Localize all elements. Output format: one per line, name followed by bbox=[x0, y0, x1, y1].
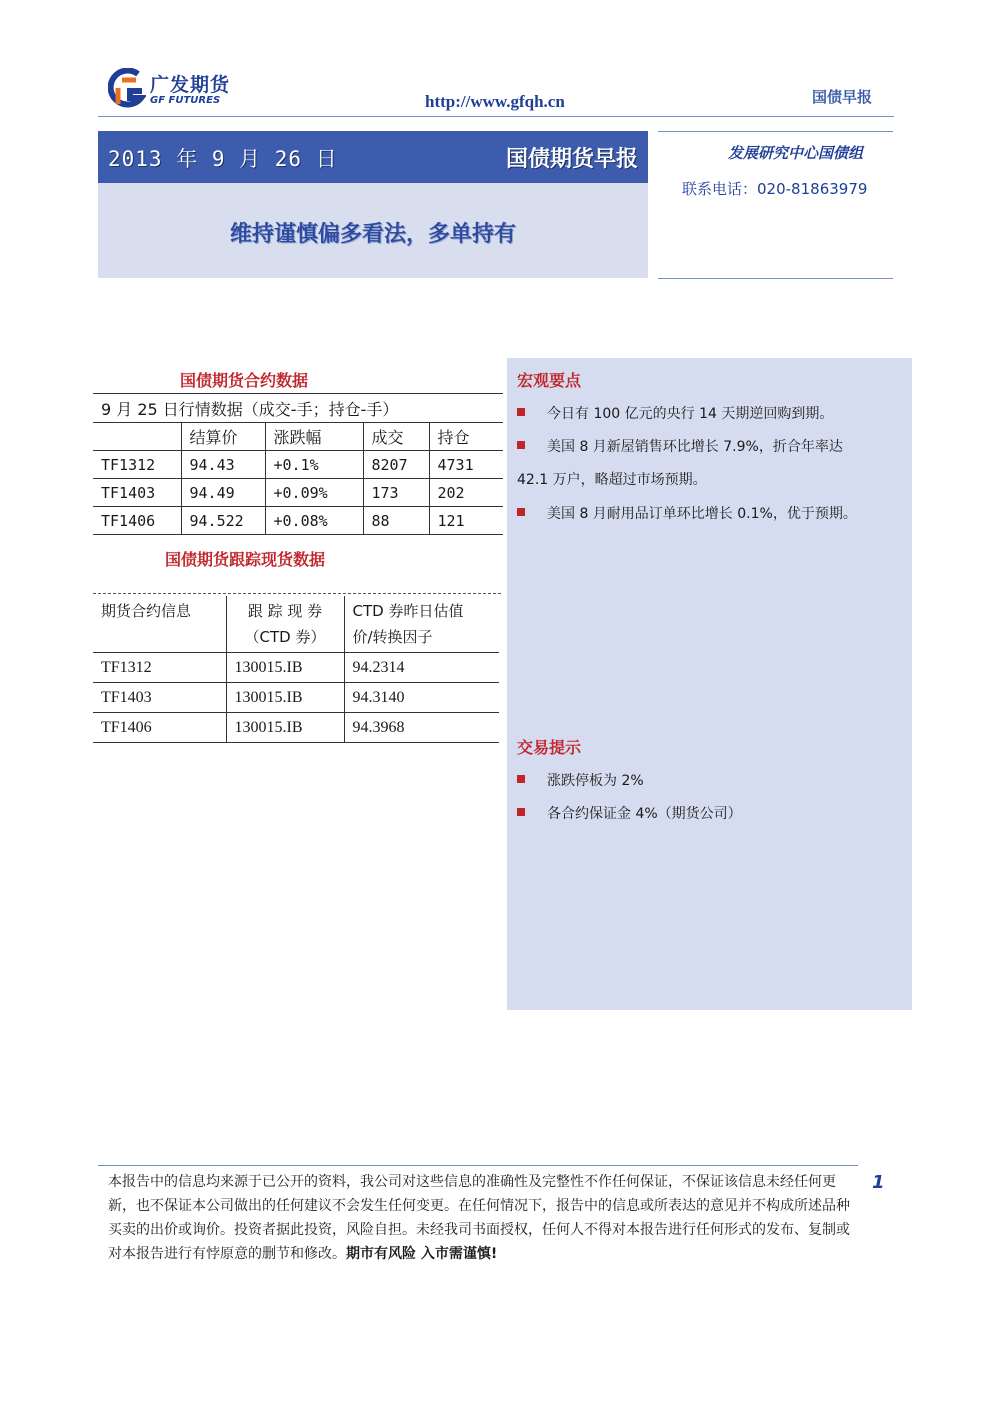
table-cell: TF1403 bbox=[93, 683, 226, 713]
table-cell: +0.09% bbox=[265, 479, 363, 507]
subtitle-box bbox=[98, 183, 648, 278]
table-row bbox=[93, 653, 499, 683]
macro-bullet-2-continued: 42.1 万户，略超过市场预期。 bbox=[517, 472, 707, 488]
header-cell: 结算价 bbox=[181, 423, 265, 451]
table-cell: 202 bbox=[429, 479, 503, 507]
table-cell: +0.08% bbox=[265, 507, 363, 535]
table-cell: 121 bbox=[429, 507, 503, 535]
table-cell: 130015.IB bbox=[226, 683, 344, 713]
table-cell: 8207 bbox=[363, 451, 429, 479]
table-cell: TF1406 bbox=[93, 713, 226, 743]
logo-text-en: GF FUTURES bbox=[150, 95, 221, 106]
header-line: （CTD 券） bbox=[244, 628, 326, 646]
website-link[interactable]: http://www.gfqh.cn bbox=[425, 92, 565, 111]
table-cell: 94.522 bbox=[181, 507, 265, 535]
header-cell: 期货合约信息 bbox=[93, 596, 226, 653]
bullet-text: 美国 8 月耐用品订单环比增长 0.1%，优于预期。 bbox=[547, 506, 857, 522]
futures-table-title: 国债期货合约数据 bbox=[180, 371, 309, 390]
header-line: 跟 踪 现 券 bbox=[247, 602, 323, 620]
table-row bbox=[93, 507, 503, 535]
logo-text-cn: 广发期货 bbox=[150, 74, 231, 96]
header-cell bbox=[93, 423, 181, 451]
futures-table-caption: 9 月 25 日行情数据（成交-手；持仓-手） bbox=[93, 394, 503, 423]
table-header-row bbox=[93, 423, 503, 451]
report-subtitle: 维持谨慎偏多看法，多单持有 bbox=[229, 222, 516, 247]
header-line: CTD 券昨日估值 bbox=[352, 602, 464, 620]
page-number: 1 bbox=[872, 1172, 885, 1193]
table-cell: 94.3968 bbox=[344, 713, 499, 743]
contact-top-divider bbox=[658, 131, 893, 132]
highlights-panel bbox=[507, 358, 912, 1010]
title-banner bbox=[98, 131, 648, 183]
table-cell: 4731 bbox=[429, 451, 503, 479]
bullet-text: 各合约保证金 4%（期货公司） bbox=[547, 806, 742, 822]
trade-bullet-2 bbox=[517, 803, 742, 823]
bullet-square-icon bbox=[517, 808, 525, 816]
macro-bullet-2 bbox=[517, 436, 843, 456]
bullet-square-icon bbox=[517, 775, 525, 783]
table-cell: 130015.IB bbox=[226, 653, 344, 683]
table-cell: TF1403 bbox=[93, 479, 181, 507]
trade-section-title: 交易提示 bbox=[517, 738, 582, 757]
table-header-row bbox=[93, 596, 499, 653]
report-date: 2013 年 9 月 26 日 bbox=[108, 147, 338, 171]
table-cell: TF1312 bbox=[93, 653, 226, 683]
company-logo bbox=[108, 68, 258, 112]
ctd-table-dashed-rule bbox=[93, 593, 501, 594]
report-title: 国债期货早报 bbox=[505, 147, 638, 172]
table-cell: 130015.IB bbox=[226, 713, 344, 743]
table-cell: 94.3140 bbox=[344, 683, 499, 713]
macro-bullet-3 bbox=[517, 503, 857, 523]
disclaimer-text: 本报告中的信息均来源于已公开的资料，我公司对这些信息的准确性及完整性不作任何保证，不保证该信息未经任何更新，也不保证本公司做出的任何建议不会发生任何变更。在任何情况下，报告中的信息或所表达的意见并不构成所述品种买卖的出价或询价。投资者据此投资，风险自担。未经我司书面授权，任何人不得对本报告进行任何形式的发布、复制或对本报告进行有悖原意的删节和修改。 bbox=[108, 1174, 850, 1262]
header-cell bbox=[344, 596, 499, 653]
table-cell: TF1406 bbox=[93, 507, 181, 535]
ctd-table-title: 国债期货跟踪现货数据 bbox=[165, 550, 326, 569]
header-cell: 涨跌幅 bbox=[265, 423, 363, 451]
table-cell: 94.2314 bbox=[344, 653, 499, 683]
table-row bbox=[93, 451, 503, 479]
table-cell: 94.49 bbox=[181, 479, 265, 507]
ctd-table bbox=[93, 596, 499, 743]
phone-number: 020-81863979 bbox=[757, 180, 868, 198]
table-cell: 94.43 bbox=[181, 451, 265, 479]
header-report-tag: 国债早报 bbox=[812, 88, 873, 106]
table-cell: +0.1% bbox=[265, 451, 363, 479]
disclaimer bbox=[108, 1170, 858, 1266]
futures-table bbox=[93, 393, 503, 535]
contact-bottom-divider bbox=[658, 278, 893, 279]
bullet-text: 涨跌停板为 2% bbox=[547, 773, 644, 789]
contact-phone bbox=[682, 178, 867, 199]
table-row bbox=[93, 683, 499, 713]
header-cell bbox=[226, 596, 344, 653]
header-line: 价/转换因子 bbox=[352, 628, 433, 646]
bullet-text: 今日有 100 亿元的央行 14 天期逆回购到期。 bbox=[547, 406, 834, 422]
macro-section-title: 宏观要点 bbox=[517, 371, 582, 390]
table-cell: 173 bbox=[363, 479, 429, 507]
bullet-square-icon bbox=[517, 508, 525, 516]
header-divider bbox=[98, 116, 894, 117]
footer-divider bbox=[98, 1165, 858, 1166]
header-cell: 成交 bbox=[363, 423, 429, 451]
phone-label: 联系电话： bbox=[682, 180, 758, 198]
header-cell: 持仓 bbox=[429, 423, 503, 451]
table-cell: 88 bbox=[363, 507, 429, 535]
department-name: 发展研究中心国债组 bbox=[728, 144, 864, 162]
table-row bbox=[93, 479, 503, 507]
risk-warning: 期市有风险 入市需谨慎! bbox=[346, 1246, 498, 1262]
bullet-square-icon bbox=[517, 441, 525, 449]
bullet-text: 美国 8 月新屋销售环比增长 7.9%，折合年率达 bbox=[547, 439, 843, 455]
table-cell: TF1312 bbox=[93, 451, 181, 479]
macro-bullet-1 bbox=[517, 403, 833, 423]
gf-logo-icon bbox=[108, 68, 146, 110]
trade-bullet-1 bbox=[517, 770, 644, 790]
bullet-square-icon bbox=[517, 408, 525, 416]
table-row bbox=[93, 713, 499, 743]
